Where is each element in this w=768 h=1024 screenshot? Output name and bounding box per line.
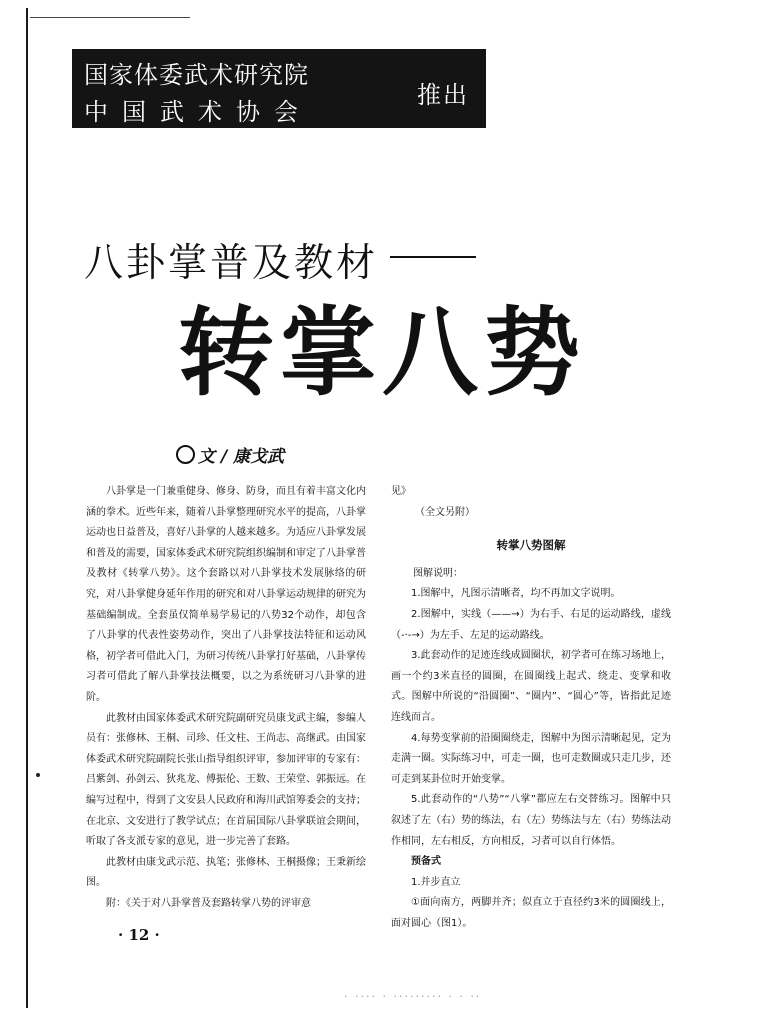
note: （全文另附） bbox=[415, 506, 475, 518]
article-subtitle: 八卦掌普及教材 bbox=[84, 241, 379, 286]
section-heading: 转掌八势图解 bbox=[496, 538, 566, 553]
article-byline bbox=[176, 442, 284, 467]
page-number: · 12 · bbox=[118, 926, 160, 944]
list-item: 2.图解中，实线（——→）为右手、右足的运动路线，虚线（-·-→）为左手、左足的运动路线。 bbox=[391, 608, 671, 641]
paragraph: 见》 bbox=[391, 486, 411, 497]
step-text: ①面向南方，两脚并齐；似直立于直径约3米的圆圈线上，面对圆心（图1）。 bbox=[391, 897, 671, 929]
text-column-left bbox=[86, 482, 366, 914]
list-item: 3.此套动作的足迹连线成圆圈状，初学者可在练习场地上，画一个约3米直径的圆圈，在圆圈线上起式、绕走、变掌和收式。图解中所说的“沿圆圈”、“圈内”、“圆心”等，皆指此足迹连线而言。 bbox=[391, 650, 671, 723]
paragraph: 附：《关于对八卦掌普及套路转掌八势的评审意 bbox=[106, 897, 311, 909]
circle-icon bbox=[176, 445, 195, 464]
byline-text: 文 / 康戈武 bbox=[198, 447, 285, 467]
list-item: 5.此套动作的“八势”“八掌”都应左右交替练习。图解中只叙述了左（右）势的练法，右（左）势练法与左（右）势练法动作相同，左右相反，方向相反，习者可以自行体悟。 bbox=[391, 794, 671, 847]
banner-org-line1: 国家体委武术研究院 bbox=[84, 61, 309, 89]
banner-org-line2: 中国武术协会 bbox=[84, 98, 312, 126]
list-item: 4.每势变掌前的沿圈圈绕走，图解中为图示清晰起见，定为走满一圈。实际练习中，可走一圈，也可走数圈或只走几步，还可走到某卦位时开始变掌。 bbox=[391, 732, 671, 785]
paragraph: 此教材由国家体委武术研究院副研究员康戈武主编，参编人员有：张修林、王桐、司珍、任文柱、王尚志、高继武。由国家体委武术研究院副院长张山指导组织评审，参加评审的专家有：吕紫剑、孙剑云、狄兆龙、傅振伦、王数、王荣堂、郭振远。在编写过程中，得到了文安县人民政府和海川武馆筹委会的支持；在北京、文安进行了教学试点；在首届国际八卦掌联谊会期间，听取了各支派专家的意见，进一步完善了套路。 bbox=[86, 712, 366, 848]
list-label: 图解说明： bbox=[413, 567, 463, 579]
paragraph: 八卦掌是一门兼重健身、修身、防身，而且有着丰富文化内涵的拳术。近些年来，随着八卦掌整理研究水平的提高，八卦掌运动也日益普及，喜好八卦掌的人越来越多。为适应八卦掌发展和普及的需要，国家体委武术研究院组织编制和审定了八卦掌普及教材《转掌八势》。这个套路以对八卦掌技术发展脉络的研究，对八卦掌健身延年作用的研究和对八卦掌运动规律的研究为基础编制成。全套虽仅简单易学易记的八势32个动作，却包含了八卦掌的代表性姿势动作，突出了八卦掌技法特征和运动风格，初学者可借此入门，为研习传统八卦掌打好基础，八卦掌传习者可借此了解八卦掌技法概要，以之为系统研习八卦掌的进阶。 bbox=[86, 486, 366, 703]
top-rule-line bbox=[30, 17, 190, 18]
margin-mark bbox=[36, 773, 40, 777]
publisher-banner bbox=[72, 49, 486, 128]
subsection-heading: 预备式 bbox=[411, 856, 441, 868]
scan-artifact: · ···· · ········· · · ·· bbox=[344, 990, 482, 1003]
left-border-line bbox=[26, 8, 28, 1008]
banner-tag: 推出 bbox=[417, 81, 469, 109]
step-heading: 1.并步直立 bbox=[411, 876, 461, 888]
text-column-right bbox=[391, 482, 671, 934]
list-item: 1.图解中，凡图示清晰者，均不再加文字说明。 bbox=[411, 588, 621, 600]
paragraph: 此教材由康戈武示范、执笔；张修林、王桐摄像；王秉新绘图。 bbox=[86, 856, 366, 889]
article-title: 转掌八势 bbox=[178, 297, 586, 409]
subtitle-dash bbox=[390, 256, 476, 258]
